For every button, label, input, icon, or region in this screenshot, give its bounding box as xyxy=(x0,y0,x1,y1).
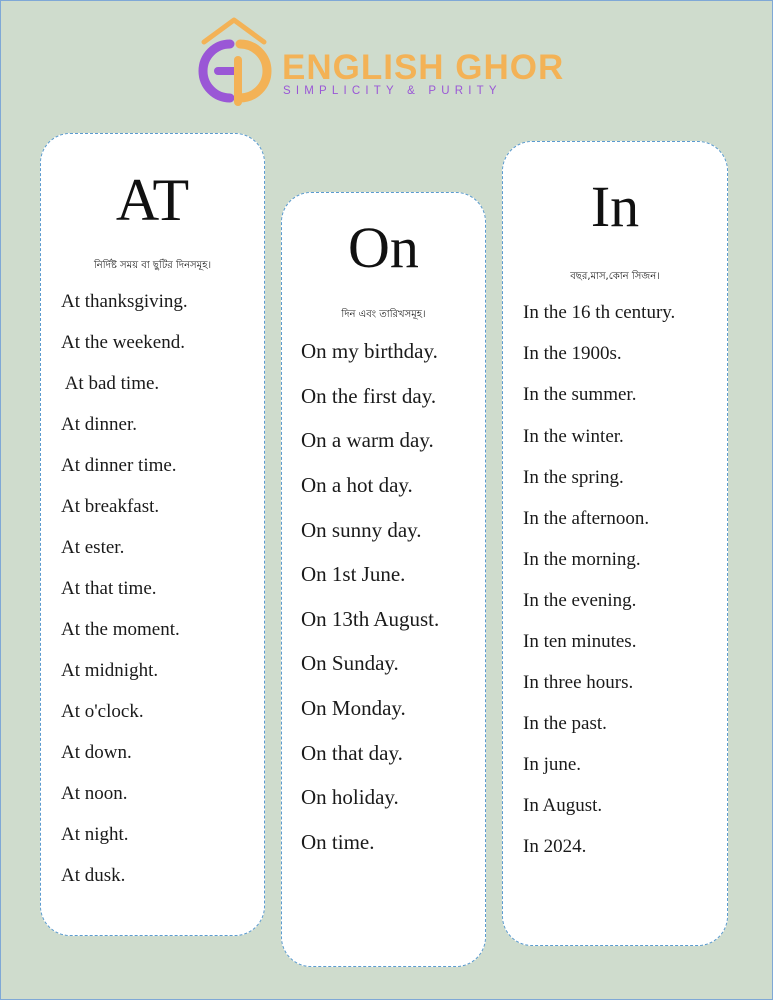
list-item: On sunny day. xyxy=(301,518,422,542)
brand-logo xyxy=(196,16,565,110)
card-at xyxy=(40,133,265,936)
list-item: At o'clock. xyxy=(61,701,144,722)
list-item: In the summer. xyxy=(523,384,637,405)
house-logo-icon xyxy=(196,16,276,110)
list-item: On that day. xyxy=(301,741,403,765)
list-item: In the evening. xyxy=(523,590,637,611)
list-item: On time. xyxy=(301,830,375,854)
list-item: At night. xyxy=(61,824,129,845)
list-item: At that time. xyxy=(61,578,157,599)
list-item: At the weekend. xyxy=(61,332,185,353)
list-item: At the moment. xyxy=(61,619,180,640)
list-item: At down. xyxy=(61,742,132,763)
list-item: In the 1900s. xyxy=(523,343,622,364)
list-item: At breakfast. xyxy=(61,496,160,517)
list-item: In the winter. xyxy=(523,426,624,447)
list-item: In the afternoon. xyxy=(523,508,650,529)
list-item: At midnight. xyxy=(61,660,159,681)
card-heading: In xyxy=(590,174,640,239)
list-item: In june. xyxy=(523,754,582,775)
brand-name: ENGLISH GHOR xyxy=(282,48,565,87)
list-item: On 13th August. xyxy=(301,607,440,631)
card-heading: On xyxy=(348,215,419,280)
list-item: On Monday. xyxy=(301,696,406,720)
list-item: In the morning. xyxy=(523,549,641,570)
list-item: At dusk. xyxy=(61,865,126,886)
card-subtitle: বছর,মাস,কোন সিজন। xyxy=(570,271,660,282)
card-on xyxy=(281,192,486,967)
list-item: On the first day. xyxy=(301,384,437,408)
list-item: In the past. xyxy=(523,713,607,734)
list-item: At dinner. xyxy=(61,414,137,435)
list-item: At bad time. xyxy=(61,373,160,394)
list-item: At dinner time. xyxy=(61,455,177,476)
list-item: In 2024. xyxy=(523,836,587,857)
card-subtitle: দিন এবং তারিখসমূহ। xyxy=(341,309,426,320)
list-item: At ester. xyxy=(61,537,125,558)
list-item: In ten minutes. xyxy=(523,631,637,652)
brand-tagline: SIMPLICITY & PURITY xyxy=(283,85,502,97)
list-item: In three hours. xyxy=(523,672,634,693)
list-item: On Sunday. xyxy=(301,651,399,675)
list-item: On holiday. xyxy=(301,785,399,809)
list-item: In the 16 th century. xyxy=(523,302,676,323)
list-item: On my birthday. xyxy=(301,339,438,363)
list-item: In the spring. xyxy=(523,467,624,488)
card-subtitle: নির্দিষ্ট সময় বা ছুটির দিনসমূহ। xyxy=(93,260,212,271)
card-in xyxy=(502,141,728,946)
list-item: On 1st June. xyxy=(301,562,406,586)
list-item: In August. xyxy=(523,795,603,816)
card-heading: AT xyxy=(115,167,190,233)
list-item: At thanksgiving. xyxy=(61,291,188,312)
list-item: At noon. xyxy=(61,783,128,804)
list-item: On a warm day. xyxy=(301,428,434,452)
list-item: On a hot day. xyxy=(301,473,413,497)
